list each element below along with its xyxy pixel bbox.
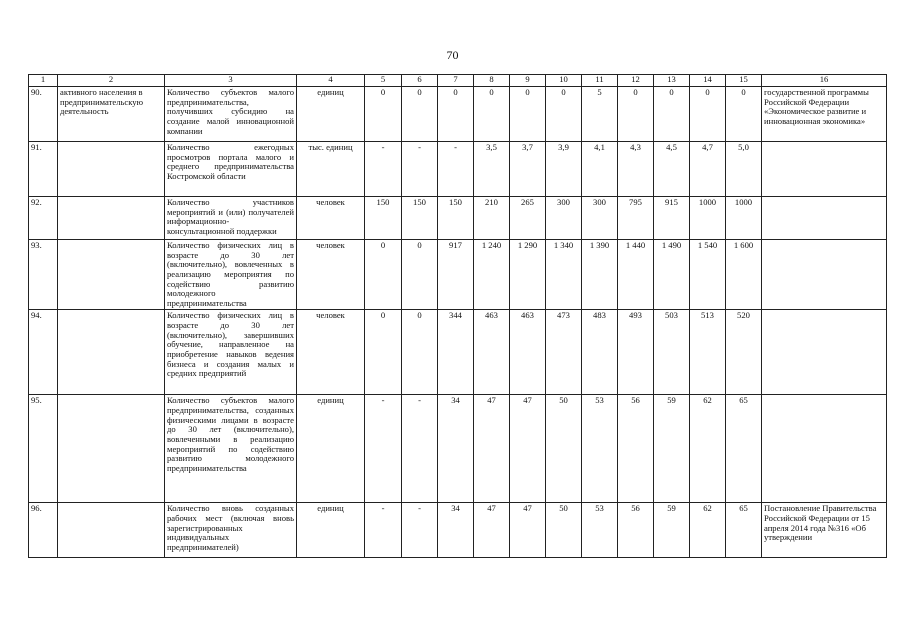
value-cell: 50	[546, 503, 582, 558]
unit: единиц	[297, 87, 365, 142]
value-cell: 1 240	[474, 240, 510, 310]
table-row	[29, 240, 887, 310]
value-cell: 0	[618, 87, 654, 142]
value-cell: 59	[654, 395, 690, 503]
value-cell: 300	[582, 197, 618, 240]
value-cell: 0	[402, 310, 438, 395]
indicator-name: Количество субъектов малого предпринимательства, созданных физическими лицами в возрасте до 30 лет (включительно), вовлеченными в реализацию мероприятий по содействию развитию молодежного предпринимательства	[165, 395, 297, 503]
column-header: 11	[582, 75, 618, 87]
value-cell: 3,5	[474, 142, 510, 197]
value-cell: 1000	[690, 197, 726, 240]
value-cell: -	[365, 503, 402, 558]
value-cell: 47	[474, 395, 510, 503]
value-cell: 210	[474, 197, 510, 240]
value-cell: 0	[474, 87, 510, 142]
value-cell: 0	[654, 87, 690, 142]
value-cell: 1 490	[654, 240, 690, 310]
value-cell: 0	[365, 310, 402, 395]
column-header: 3	[165, 75, 297, 87]
column-header: 6	[402, 75, 438, 87]
row-number: 93.	[29, 240, 58, 310]
value-cell: 150	[402, 197, 438, 240]
value-cell: 56	[618, 503, 654, 558]
column-header: 8	[474, 75, 510, 87]
column-header: 2	[58, 75, 165, 87]
value-cell: 483	[582, 310, 618, 395]
value-cell: 3,9	[546, 142, 582, 197]
unit: человек	[297, 240, 365, 310]
indicators-table	[28, 74, 887, 558]
value-cell: 3,7	[510, 142, 546, 197]
legal-basis: государственной программы Российской Федерации «Экономическое развитие и инновационная экономика»	[762, 87, 887, 142]
table-row	[29, 503, 887, 558]
column-header: 4	[297, 75, 365, 87]
activity-area	[58, 503, 165, 558]
indicator-name: Количество физических лиц в возрасте до 30 лет (включительно), вовлеченных в реализацию мероприятия по содействию развитию молодежного предпринимательства	[165, 240, 297, 310]
column-header: 10	[546, 75, 582, 87]
row-number: 91.	[29, 142, 58, 197]
value-cell: 1000	[726, 197, 762, 240]
unit: единиц	[297, 503, 365, 558]
value-cell: 4,3	[618, 142, 654, 197]
unit: единиц	[297, 395, 365, 503]
value-cell: 300	[546, 197, 582, 240]
value-cell: 34	[438, 503, 474, 558]
value-cell: 150	[438, 197, 474, 240]
value-cell: 917	[438, 240, 474, 310]
row-number: 95.	[29, 395, 58, 503]
value-cell: 47	[510, 503, 546, 558]
row-number: 90.	[29, 87, 58, 142]
column-header: 14	[690, 75, 726, 87]
activity-area: активного населения в предпринимательскую деятельность	[58, 87, 165, 142]
value-cell: 65	[726, 503, 762, 558]
column-header: 7	[438, 75, 474, 87]
value-cell: 0	[726, 87, 762, 142]
legal-basis	[762, 240, 887, 310]
table-row	[29, 87, 887, 142]
value-cell: 0	[402, 87, 438, 142]
value-cell: -	[402, 395, 438, 503]
column-number-header	[29, 75, 887, 87]
column-header: 13	[654, 75, 690, 87]
value-cell: 1 290	[510, 240, 546, 310]
activity-area	[58, 395, 165, 503]
value-cell: 520	[726, 310, 762, 395]
activity-area	[58, 310, 165, 395]
value-cell: 65	[726, 395, 762, 503]
activity-area	[58, 142, 165, 197]
value-cell: -	[365, 142, 402, 197]
value-cell: 463	[510, 310, 546, 395]
value-cell: 795	[618, 197, 654, 240]
value-cell: 56	[618, 395, 654, 503]
indicator-name: Количество ежегодных просмотров портала малого и среднего предпринимательства Костромской области	[165, 142, 297, 197]
table-row	[29, 197, 887, 240]
value-cell: 62	[690, 503, 726, 558]
indicator-name: Количество участников мероприятий и (или) получателей информационно-консультационной поддержки	[165, 197, 297, 240]
column-header: 16	[762, 75, 887, 87]
value-cell: 5	[582, 87, 618, 142]
unit: тыс. единиц	[297, 142, 365, 197]
indicator-name: Количество вновь созданных рабочих мест (включая вновь зарегистрированных индивидуальных предпринимателей)	[165, 503, 297, 558]
column-header: 9	[510, 75, 546, 87]
value-cell: 503	[654, 310, 690, 395]
activity-area	[58, 197, 165, 240]
value-cell: 1 440	[618, 240, 654, 310]
table-row	[29, 310, 887, 395]
value-cell: 1 340	[546, 240, 582, 310]
value-cell: 47	[510, 395, 546, 503]
value-cell: 150	[365, 197, 402, 240]
legal-basis	[762, 310, 887, 395]
value-cell: 0	[438, 87, 474, 142]
column-header: 15	[726, 75, 762, 87]
value-cell: 0	[546, 87, 582, 142]
value-cell: 0	[510, 87, 546, 142]
value-cell: 4,5	[654, 142, 690, 197]
page-number: 70	[446, 48, 459, 62]
activity-area	[58, 240, 165, 310]
value-cell: 265	[510, 197, 546, 240]
value-cell: 59	[654, 503, 690, 558]
indicator-name: Количество физических лиц в возрасте до 30 лет (включительно), завершивших обучение, направленное на приобретение навыков ведения бизнеса и создания малых и средних предприятий	[165, 310, 297, 395]
legal-basis: Постановление Правительства Российской Федерации от 15 апреля 2014 года №316 «Об утверждении	[762, 503, 887, 558]
row-number: 96.	[29, 503, 58, 558]
table-row	[29, 142, 887, 197]
column-header: 12	[618, 75, 654, 87]
value-cell: 4,1	[582, 142, 618, 197]
legal-basis	[762, 197, 887, 240]
value-cell: 53	[582, 395, 618, 503]
value-cell: -	[365, 395, 402, 503]
value-cell: 915	[654, 197, 690, 240]
value-cell: -	[438, 142, 474, 197]
value-cell: -	[402, 142, 438, 197]
table-row	[29, 395, 887, 503]
value-cell: 493	[618, 310, 654, 395]
value-cell: 50	[546, 395, 582, 503]
value-cell: 0	[690, 87, 726, 142]
value-cell: 53	[582, 503, 618, 558]
row-number: 94.	[29, 310, 58, 395]
legal-basis	[762, 395, 887, 503]
value-cell: 34	[438, 395, 474, 503]
unit: человек	[297, 197, 365, 240]
unit: человек	[297, 310, 365, 395]
value-cell: 47	[474, 503, 510, 558]
value-cell: 0	[365, 240, 402, 310]
value-cell: 5,0	[726, 142, 762, 197]
value-cell: 0	[365, 87, 402, 142]
value-cell: 513	[690, 310, 726, 395]
legal-basis	[762, 142, 887, 197]
value-cell: 473	[546, 310, 582, 395]
value-cell: 62	[690, 395, 726, 503]
value-cell: 0	[402, 240, 438, 310]
value-cell: 1 540	[690, 240, 726, 310]
value-cell: 1 390	[582, 240, 618, 310]
value-cell: -	[402, 503, 438, 558]
value-cell: 463	[474, 310, 510, 395]
value-cell: 344	[438, 310, 474, 395]
indicator-name: Количество субъектов малого предпринимательства, получивших субсидию на создание малой инновационной компании	[165, 87, 297, 142]
value-cell: 1 600	[726, 240, 762, 310]
column-header: 5	[365, 75, 402, 87]
row-number: 92.	[29, 197, 58, 240]
value-cell: 4,7	[690, 142, 726, 197]
column-header: 1	[29, 75, 58, 87]
